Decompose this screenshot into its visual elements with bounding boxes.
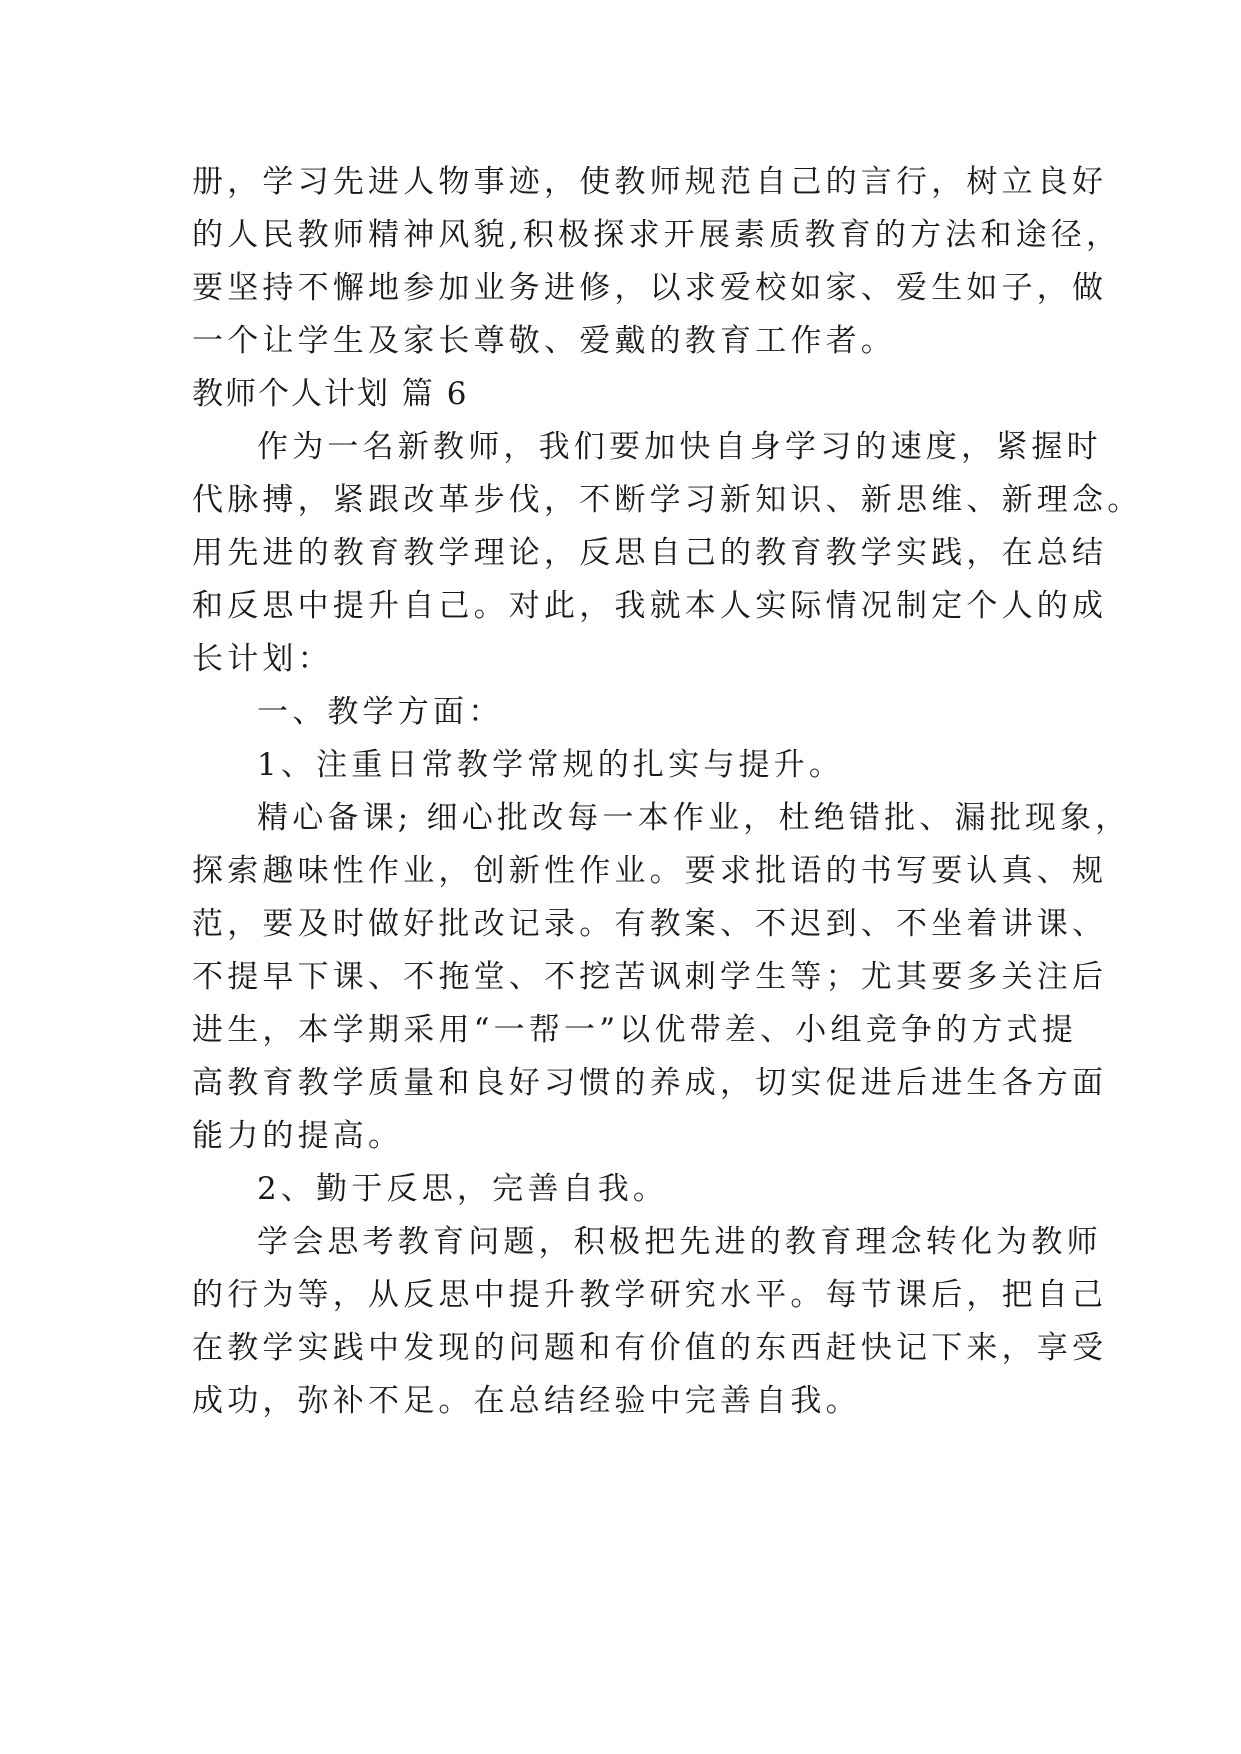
paragraph-first-line: 学会思考教育问题，积极把先进的教育理念转化为教师 [257,1224,1102,1260]
body-text-line: 的行为等，从反思中提升教学研究水平。每节课后，把自己 [192,1277,1108,1313]
body-text-line: 代脉搏，紧跟改革步伐，不断学习新知识、新思维、新理念。 [192,482,1143,518]
numbered-item: 2、勤于反思，完善自我。 [257,1171,669,1207]
body-text-line: 长计划： [192,641,333,677]
body-text-line: 在教学实践中发现的问题和有价值的东西赶快记下来，享受 [192,1330,1108,1366]
paragraph-first-line: 作为一名新教师，我们要加快自身学习的速度，紧握时 [257,429,1102,465]
body-text-line: 一个让学生及家长尊敬、爱戴的教育工作者。 [192,323,896,359]
body-text-line: 的人民教师精神风貌,积极探求开展素质教育的方法和途径， [192,217,1122,253]
body-text-line: 高教育教学质量和良好习惯的养成，切实促进后进生各方面 [192,1065,1108,1101]
body-text-line: 能力的提高。 [192,1118,404,1154]
body-text-line: 进生，本学期采用“一帮一”以优带差、小组竞争的方式提 [192,1012,1077,1048]
body-text-line: 范，要及时做好批改记录。有教案、不迟到、不坐着讲课、 [192,906,1108,942]
body-text-line: 不提早下课、不拖堂、不挖苦讽刺学生等；尤其要多关注后 [192,959,1108,995]
body-text-line: 和反思中提升自己。对此，我就本人实际情况制定个人的成 [192,588,1108,624]
body-text-line: 探索趣味性作业，创新性作业。要求批语的书写要认真、规 [192,853,1108,889]
subheading: 一、教学方面： [257,694,504,730]
paragraph-first-line: 精心备课; 细心批改每一本作业，杜绝错批、漏批现象， [257,800,1131,836]
numbered-item: 1、注重日常教学常规的扎实与提升。 [257,747,845,783]
body-text-line: 用先进的教育教学理论，反思自己的教育教学实践，在总结 [192,535,1108,571]
body-text-line: 成功，弥补不足。在总结经验中完善自我。 [192,1383,861,1419]
body-text-line: 要坚持不懈地参加业务进修，以求爱校如家、爱生如子，做 [192,270,1108,306]
section-heading: 教师个人计划 篇 6 [192,376,469,412]
body-text-line: 册，学习先进人物事迹，使教师规范自己的言行，树立良好 [192,164,1108,200]
